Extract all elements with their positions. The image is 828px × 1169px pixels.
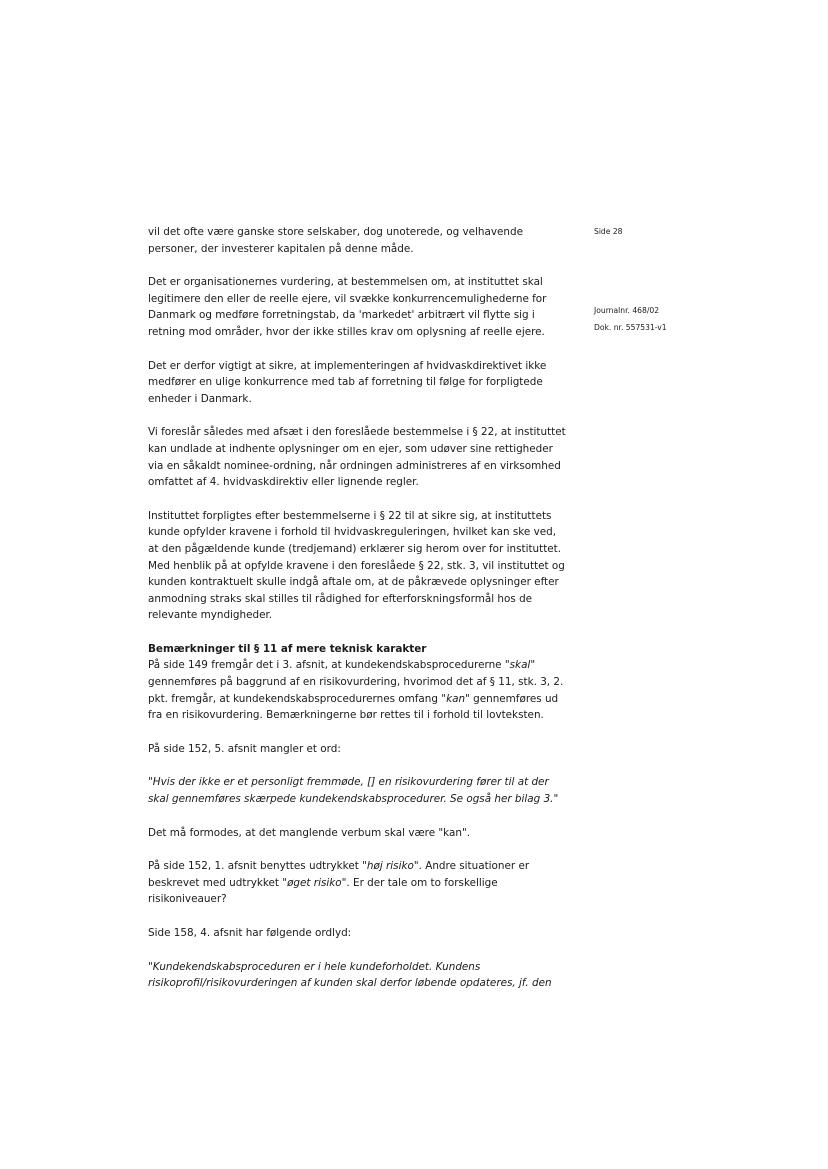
document-number: Dok. nr. 557531-v1 — [594, 323, 667, 332]
paragraph-6: På side 149 fremgår det i 3. afsnit, at kundekendskabsprocedurerne "skal" gennemføres på baggrund af en risikovurdering, hvorimod det af § 11, stk. 3, 2. pkt. fremgår, at kundekendskabsprocedurernes omfang "kan" gennemføres ud fra en risikovurdering. Bemærkningerne bør rettes til i forhold til lovteksten. — [148, 659, 564, 722]
paragraph-1: vil det ofte være ganske store selskaber, dog unoterede, og velhavende personer, der investerer kapitalen på denne måde. — [148, 226, 523, 255]
quote-2: "Kundekendskabsproceduren er i hele kundeforholdet. Kundens risikoprofil/risikovurderingen af kunden skal derfor løbende opdateres, jf. den — [148, 960, 552, 990]
paragraph-8: Det må formodes, at det manglende verbum skal være "kan". — [148, 826, 471, 839]
paragraph-3: Det er derfor vigtigt at sikre, at implementeringen af hvidvaskdirektivet ikke medfører en ulige konkurrence med tab af forretning til følge for forpligtede enheder i Danmark. — [148, 359, 547, 405]
section-heading: Bemærkninger til § 11 af mere teknisk karakter — [148, 642, 427, 655]
document-references — [594, 303, 667, 337]
paragraph-5: Instituttet forpligtes efter bestemmelserne i § 22 til at sikre sig, at instituttets kunde opfylder kravene i forhold til hvidvaskreguleringen, hvilket kan ske ved, at den pågældende kunde (tredjemand) erklærer sig herom over for instituttet. Med henblik på at opfylde kravene i den foreslåede § 22, stk. 3, vil instituttet og kunden kontraktuelt skulle indgå aftale om, at de påkrævede oplysninger efter anmodning straks skal stilles til rådighed for efterforskningsformål hos de relevante myndigheder. — [148, 509, 565, 622]
document-body — [148, 224, 566, 1009]
paragraph-4: Vi foreslår således med afsæt i den foreslåede bestemmelse i § 22, at instituttet kan undlade at indhente oplysninger om en ejer, som udøver sine rettigheder via en såkaldt nominee-ordning, når ordningen administreres af en virksomhed omfattet af 4. hvidvaskdirektiv eller lignende regler. — [148, 426, 566, 489]
page-number: Side 28 — [594, 227, 623, 236]
paragraph-7: På side 152, 5. afsnit mangler et ord: — [148, 742, 341, 755]
paragraph-9: På side 152, 1. afsnit benyttes udtrykket "høj risiko". Andre situationer er beskrevet med udtrykket "øget risiko". Er der tale om to forskellige risikoniveauer? — [148, 860, 530, 906]
journal-number: Journalnr. 468/02 — [594, 306, 660, 315]
paragraph-10: Side 158, 4. afsnit har følgende ordlyd: — [148, 927, 352, 939]
quote-1: "Hvis der ikke er et personligt fremmøde, [] en risikovurdering fører til at der skal gennemføres skærpede kundekendskabsprocedurer. Se også her bilag 3." — [148, 776, 559, 806]
paragraph-2: Det er organisationernes vurdering, at bestemmelsen om, at instituttet skal legitimere den eller de reelle ejere, vil svække konkurrencemulighederne for Danmark og medføre forretningstab, da 'markedet' arbitrært vil flytte sig i retning mod områder, hvor der ikke stilles krav om oplysning af reelle ejere. — [148, 276, 547, 338]
